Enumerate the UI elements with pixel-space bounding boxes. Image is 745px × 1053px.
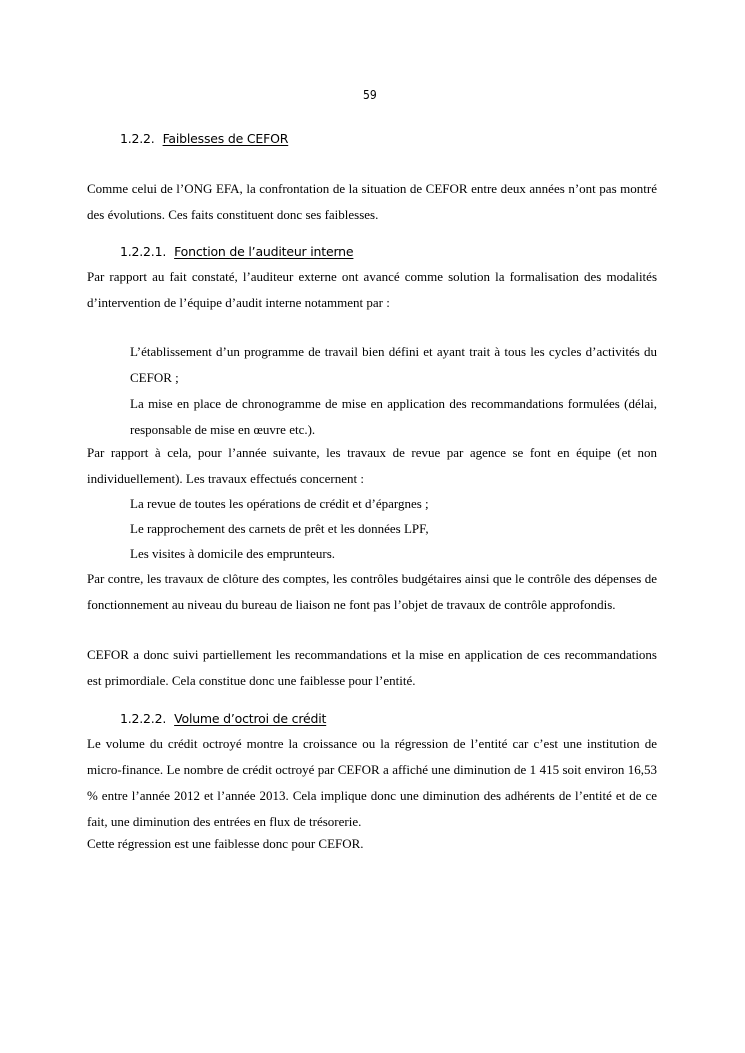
section-title: Faiblesses de CEFOR bbox=[162, 131, 289, 146]
section-heading-1-2-2 bbox=[120, 131, 288, 146]
list-item: L’établissement d’un programme de travail bien défini et ayant trait à tous les cycles d’activités du CEFOR ; bbox=[130, 344, 657, 385]
section-heading-1-2-2-2 bbox=[120, 711, 326, 726]
list-item: Le rapprochement des carnets de prêt et les données LPF, bbox=[130, 521, 429, 536]
section-title: Fonction de l’auditeur interne bbox=[174, 244, 354, 259]
intro-paragraph: Comme celui de l’ONG EFA, la confrontation de la situation de CEFOR entre deux années n’ont pas montré des évolutions. Ces faits constituent donc ses faiblesses. bbox=[87, 181, 657, 222]
list-item: La mise en place de chronogramme de mise en application des recommandations formulées (délai, responsable de mise en œuvre etc.). bbox=[130, 396, 657, 437]
paragraph-fonction-1: Par rapport au fait constaté, l’auditeur externe ont avancé comme solution la formalisation des modalités d’intervention de l’équipe d’audit interne notamment par : bbox=[87, 269, 657, 310]
section-number: 1.2.2. bbox=[120, 131, 155, 146]
list-item: La revue de toutes les opérations de crédit et d’épargnes ; bbox=[130, 496, 429, 511]
paragraph-fonction-2: Par rapport à cela, pour l’année suivante, les travaux de revue par agence se font en équipe (et non individuellement). Les travaux effectués concernent : bbox=[87, 445, 657, 486]
section-title: Volume d’octroi de crédit bbox=[174, 711, 327, 726]
section-number: 1.2.2.1. bbox=[120, 244, 167, 259]
section-heading-1-2-2-1 bbox=[120, 244, 353, 259]
paragraph-volume-1: Le volume du crédit octroyé montre la croissance ou la régression de l’entité car c’est une institution de micro-finance. Le nombre de crédit octroyé par CEFOR a affiché une diminution de 1 415 soit environ 16,53 % entre l’année 2012 et l’année 2013. Cela implique donc une diminution des adhérents de l’entité et de ce fait, une diminution des entrées en flux de trésorerie. bbox=[87, 736, 657, 829]
list-item: Les visites à domicile des emprunteurs. bbox=[130, 546, 336, 561]
page-number: 59 bbox=[363, 88, 377, 102]
paragraph-fonction-4: CEFOR a donc suivi partiellement les recommandations et la mise en application de ces recommandations est primordiale. Cela constitue donc une faiblesse pour l’entité. bbox=[87, 647, 657, 688]
paragraph-volume-2: Cette régression est une faiblesse donc pour CEFOR. bbox=[87, 836, 364, 851]
section-number: 1.2.2.2. bbox=[120, 711, 167, 726]
paragraph-fonction-3: Par contre, les travaux de clôture des comptes, les contrôles budgétaires ainsi que le contrôle des dépenses de fonctionnement au niveau du bureau de liaison ne font pas l’objet de travaux de contrôle approfondis. bbox=[87, 571, 657, 612]
